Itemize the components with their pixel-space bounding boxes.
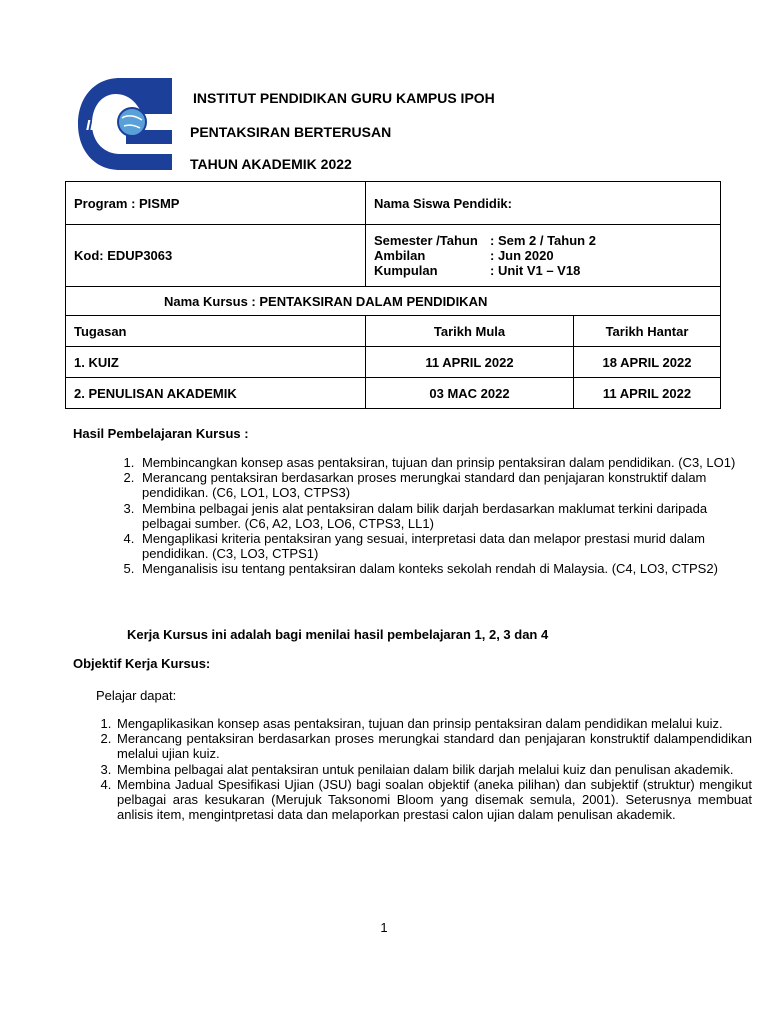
task-row — [66, 378, 721, 409]
list-item: 3. Membina pelbagai jenis alat pentaksiran dalam bilik darjah berdasarkan maklumat terkini daripada pelbagai sumber. (C6, A2, LO3, LO6, CTPS3, LL1) — [138, 501, 738, 531]
list-item: 1. Membincangkan konsep asas pentaksiran, tujuan dan prinsip pentaksiran dalam pendidikan. (C3, LO1) — [138, 455, 738, 470]
ambilan-label: Ambilan — [374, 248, 426, 263]
academic-year: TAHUN AKADEMIK 2022 — [190, 156, 352, 172]
task-due: 11 APRIL 2022 — [574, 378, 721, 409]
semester-value: : Sem 2 / Tahun 2 — [490, 233, 596, 248]
list-item: 2. Merancang pentaksiran berdasarkan proses merungkai standard dan penjajaran konstruktif dalampendidikan melalui ujian kuiz. — [115, 731, 752, 761]
coursework-note: Kerja Kursus ini adalah bagi menilai hasil pembelajaran 1, 2, 3 dan 4 — [127, 627, 549, 642]
semester-label: Semester /Tahun — [374, 233, 478, 248]
semester-cell — [366, 225, 721, 287]
outcomes-title: Hasil Pembelajaran Kursus : — [73, 426, 249, 441]
task-name: 1. KUIZ — [66, 347, 366, 378]
task-start: 11 APRIL 2022 — [366, 347, 574, 378]
program-cell: Program : PISMP — [66, 182, 366, 225]
col-task-header: Tugasan — [66, 316, 366, 347]
list-item: 2. Merancang pentaksiran berdasarkan proses merungkai standard dan penjajaran konstruktif dalam pendidikan. (C6, LO1, LO3, CTPS3) — [138, 470, 738, 500]
institute-title: INSTITUT PENDIDIKAN GURU KAMPUS IPOH — [193, 90, 495, 106]
col-start-header: Tarikh Mula — [366, 316, 574, 347]
task-start: 03 MAC 2022 — [366, 378, 574, 409]
list-item: 4. Membina Jadual Spesifikasi Ujian (JSU) bagi soalan objektif (aneka pilihan) dan subjektif (struktur) mengikut pelbagai aras kesukaran (Merujuk Taksonomi Bloom yang disemak semula, 2001). Seterusnya membuat anlisis item, mengintpretasi data dan melaporkan prestasi calon ujian dalam penulisan akademik. — [115, 777, 752, 823]
list-item: 1. Mengaplikasikan konsep asas pentaksiran, tujuan dan prinsip pentaksiran dalam pendidikan melalui kuiz. — [115, 716, 752, 731]
kumpulan-label: Kumpulan — [374, 263, 438, 278]
task-row — [66, 347, 721, 378]
assessment-title: PENTAKSIRAN BERTERUSAN — [190, 124, 392, 140]
objectives-title: Objektif Kerja Kursus: — [73, 656, 211, 671]
list-item: 3. Membina pelbagai alat pentaksiran untuk penilaian dalam bilik darjah melalui kuiz dan penulisan akademik. — [115, 762, 752, 777]
logo-text: IPG — [86, 117, 112, 134]
student-name-cell: Nama Siswa Pendidik: — [366, 182, 721, 225]
ambilan-value: : Jun 2020 — [490, 248, 554, 263]
course-name-cell: Nama Kursus : PENTAKSIRAN DALAM PENDIDIKAN — [66, 287, 721, 316]
ipg-logo — [76, 74, 176, 180]
objectives-intro: Pelajar dapat: — [96, 688, 177, 703]
code-cell: Kod: EDUP3063 — [66, 225, 366, 287]
list-item: 5. Menganalisis isu tentang pentaksiran dalam konteks sekolah rendah di Malaysia. (C4, LO3, CTPS2) — [138, 561, 738, 576]
kumpulan-value: : Unit V1 – V18 — [490, 263, 581, 278]
col-due-header: Tarikh Hantar — [574, 316, 721, 347]
task-due: 18 APRIL 2022 — [574, 347, 721, 378]
course-info-table — [65, 181, 721, 409]
outcomes-list — [116, 455, 738, 577]
page-number: 1 — [380, 920, 388, 935]
objectives-list — [77, 716, 752, 822]
list-item: 4. Mengaplikasi kriteria pentaksiran yang sesuai, interpretasi data dan melapor prestasi murid dalam pendidikan. (C3, LO3, CTPS1) — [138, 531, 738, 561]
task-name: 2. PENULISAN AKADEMIK — [66, 378, 366, 409]
